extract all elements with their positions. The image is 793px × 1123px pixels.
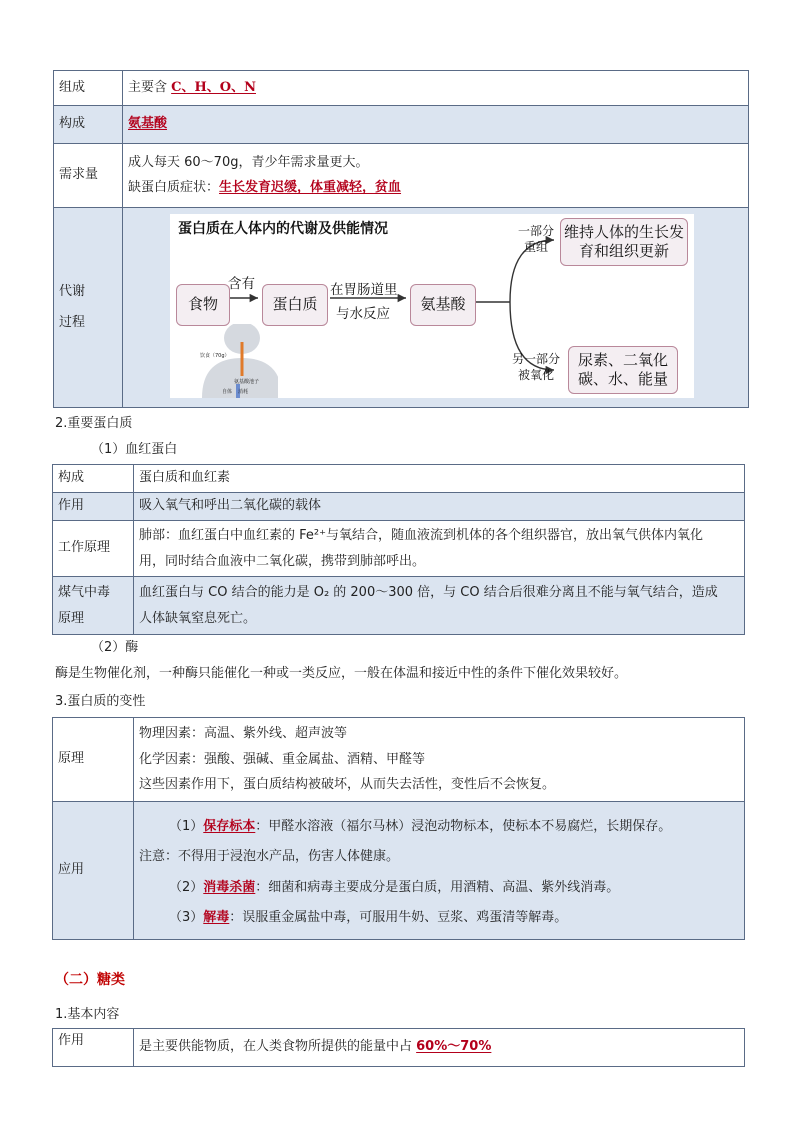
row-value: 氨基酸	[123, 106, 749, 144]
row-label: 煤气中毒 原理	[53, 577, 134, 635]
figure-text-pool: 氨基酸池子	[234, 379, 260, 385]
row-value: 血红蛋白与 CO 结合的能力是 O₂ 的 200～300 倍，与 CO 结合后很难分离且不能与氧气结合，造成 人体缺氧窒息死亡。	[134, 577, 745, 635]
row-label: 需求量	[54, 144, 123, 208]
table-row	[54, 71, 749, 106]
diagram-title: 蛋白质在人体内的代谢及供能情况	[178, 221, 388, 237]
label-hydrolysis-2: 与水反应	[336, 306, 390, 322]
row-value: 成人每天 60～70g，青少年需求量更大。 缺蛋白质症状：生长发育迟缓，体重减轻，贫血	[123, 144, 749, 208]
table-row	[53, 521, 745, 577]
row-label: 构成	[54, 106, 123, 144]
figure-text-consume: 消耗	[238, 389, 249, 395]
metabolism-diagram	[170, 214, 694, 398]
row-value: 主要含 C、H、O、N	[123, 71, 749, 106]
row-value: （1）保存标本：甲醛水溶液（福尔马林）浸泡动物标本，使标本不易腐烂，长期保存。 注意：不得用于浸泡水产品，伤害人体健康。 （2）消毒杀菌：细菌和病毒主要成分是蛋白质，用酒精、高温、紫外线消毒。 （3）解毒：误服重金属盐中毒，可服用牛奶、豆浆、鸡蛋清等解毒。	[134, 802, 745, 940]
growth-box: 维持人体的生长发育和组织更新	[560, 218, 688, 266]
products-box: 尿素、二氧化碳、水、能量	[568, 346, 678, 394]
row-label: 应用	[53, 802, 134, 940]
section-heading: 2.重要蛋白质	[55, 416, 133, 431]
label-part: 一部分 重组	[518, 224, 555, 254]
row-label: 构成	[53, 465, 134, 493]
row-value: 肺部：血红蛋白中血红素的 Fe²⁺与氧结合，随血液流到机体的各个组织器官，放出氧气供体内氧化 用，同时结合血液中二氧化碳，携带到肺部呼出。	[134, 521, 745, 577]
section-heading: 3.蛋白质的变性	[55, 694, 146, 709]
figure-text-diet: 饮食（70g）	[200, 353, 230, 359]
row-label: 作用	[53, 493, 134, 521]
row-label: 组成	[54, 71, 123, 106]
table-row	[53, 718, 745, 802]
denaturation-table	[52, 717, 745, 940]
table-row	[53, 802, 745, 940]
protein-box: 蛋白质	[262, 284, 328, 326]
row-value: 吸入氧气和呼出二氧化碳的载体	[134, 493, 745, 521]
row-label: 作用	[53, 1029, 134, 1067]
amino-acid-box: 氨基酸	[410, 284, 476, 326]
figure-text-self: 自体	[222, 389, 233, 395]
table-row	[54, 106, 749, 144]
sub-heading: （2）酶	[91, 640, 139, 655]
label-other-part: 另一部分 被氧化	[512, 352, 561, 382]
table-row	[53, 493, 745, 521]
paragraph: 酶是生物催化剂，一种酶只能催化一种或一类反应，一般在体温和接近中性的条件下催化效果较好。	[55, 666, 628, 681]
row-label: 原理	[53, 718, 134, 802]
row-value: 蛋白质和血红素	[134, 465, 745, 493]
row-label: 代谢 过程	[54, 208, 123, 408]
row-value: 物理因素：高温、紫外线、超声波等 化学因素：强酸、强碱、重金属盐、酒精、甲醛等 这些因素作用下，蛋白质结构被破坏，从而失去活性，变性后不会恢复。	[134, 718, 745, 802]
food-box: 食物	[176, 284, 230, 326]
row-label: 工作原理	[53, 521, 134, 577]
sub-heading: （1）血红蛋白	[91, 442, 178, 457]
table-row	[53, 1029, 745, 1067]
section-heading: （二）糖类	[55, 972, 125, 988]
label-hydrolysis-1: 在胃肠道里	[330, 282, 398, 298]
sugar-table	[52, 1028, 745, 1067]
label-contains: 含有	[228, 276, 255, 292]
table-row	[54, 144, 749, 208]
row-value: 是主要供能物质，在人类食物所提供的能量中占 60%～70%	[134, 1029, 745, 1067]
hemoglobin-table	[52, 464, 745, 635]
table-row	[53, 465, 745, 493]
human-figure-icon	[198, 324, 278, 398]
table-row	[53, 577, 745, 635]
sub-heading: 1.基本内容	[55, 1007, 120, 1022]
